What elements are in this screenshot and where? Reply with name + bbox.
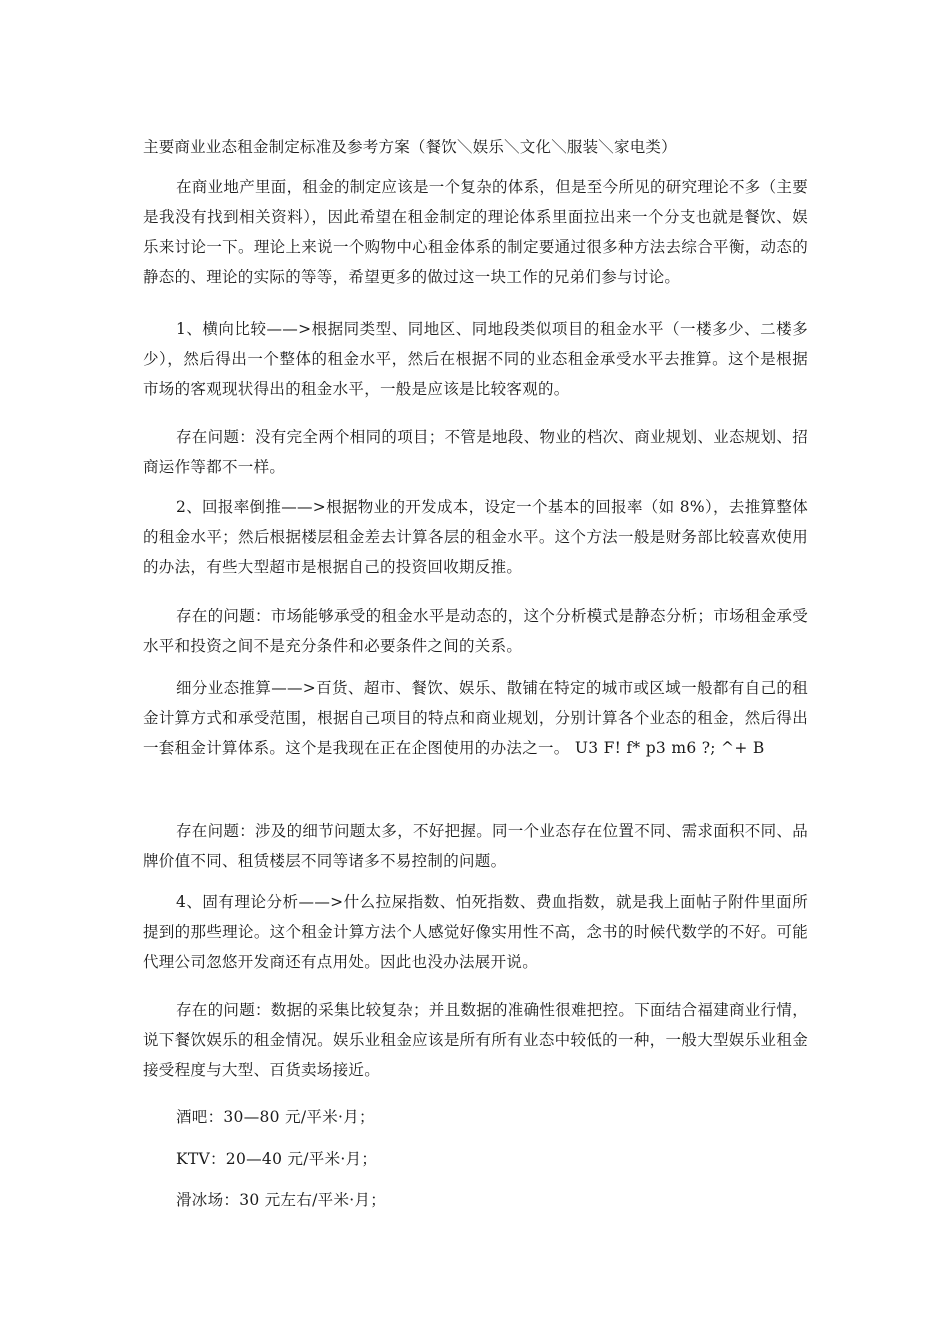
document-title: 主要商业业态租金制定标准及参考方案（餐饮＼娱乐＼文化＼服装＼家电类） — [143, 138, 677, 156]
rent-item-bar: 酒吧：30—80 元/平米·月； — [176, 1108, 375, 1126]
paragraph-method-2: 2、回报率倒推——>根据物业的开发成本，设定一个基本的回报率（如 8%），去推算整体的租金水平；然后根据楼层租金差去计算各层的租金水平。这个方法一般是财务部比较喜欢使用的办法，有些大型超市是根据自己的投资回收期反推。 — [143, 498, 808, 576]
paragraph-method-4: 4、固有理论分析——>什么拉屎指数、怕死指数、费血指数，就是我上面帖子附件里面所提到的那些理论。这个租金计算方法个人感觉好像实用性不高，念书的时候代数学的不好。可能代理公司忽悠开发商还有点用处。因此也没办法展开说。 — [143, 893, 808, 971]
paragraph-problem-1: 存在问题：没有完全两个相同的项目；不管是地段、物业的档次、商业规划、业态规划、招商运作等都不一样。 — [143, 428, 809, 476]
rent-item-ktv: KTV：20—40 元/平米·月； — [176, 1150, 378, 1168]
paragraph-method-1: 1、横向比较——>根据同类型、同地区、同地段类似项目的租金水平（一楼多少、二楼多少），然后得出一个整体的租金水平，然后在根据不同的业态租金承受水平去推算。这个是根据市场的客观现状得出的租金水平，一般是应该是比较客观的。 — [143, 320, 808, 398]
paragraph-problem-4: 存在的问题：数据的采集比较复杂；并且数据的准确性很难把控。下面结合福建商业行情，说下餐饮娱乐的租金情况。娱乐业租金应该是所有所有业态中较低的一种，一般大型娱乐业租金接受程度与大型、百货卖场接近。 — [143, 1001, 809, 1079]
paragraph-problem-2: 存在的问题：市场能够承受的租金水平是动态的，这个分析模式是静态分析；市场租金承受水平和投资之间不是充分条件和必要条件之间的关系。 — [143, 607, 809, 655]
paragraph-intro: 在商业地产里面，租金的制定应该是一个复杂的体系，但是至今所见的研究理论不多（主要是我没有找到相关资料），因此希望在租金制定的理论体系里面拉出来一个分支也就是餐饮、娱乐来讨论一下。理论上来说一个购物中心租金体系的制定要通过很多种方法去综合平衡，动态的静态的、理论的实际的等等，希望更多的做过这一块工作的兄弟们参与讨论。 — [143, 178, 809, 286]
paragraph-problem-3: 存在问题：涉及的细节问题太多，不好把握。同一个业态存在位置不同、需求面积不同、品牌价值不同、租赁楼层不同等诸多不易控制的问题。 — [143, 822, 809, 870]
rent-item-ice-rink: 滑冰场：30 元左右/平米·月； — [176, 1191, 387, 1209]
paragraph-method-3: 细分业态推算——>百货、超市、餐饮、娱乐、散铺在特定的城市或区域一般都有自己的租金计算方式和承受范围，根据自己项目的特点和商业规划，分别计算各个业态的租金，然后得出一套租金计算体系。这个是我现在正在企图使用的办法之一。 U3 F! f* p3 m6 ?; ^+ B — [143, 679, 808, 757]
